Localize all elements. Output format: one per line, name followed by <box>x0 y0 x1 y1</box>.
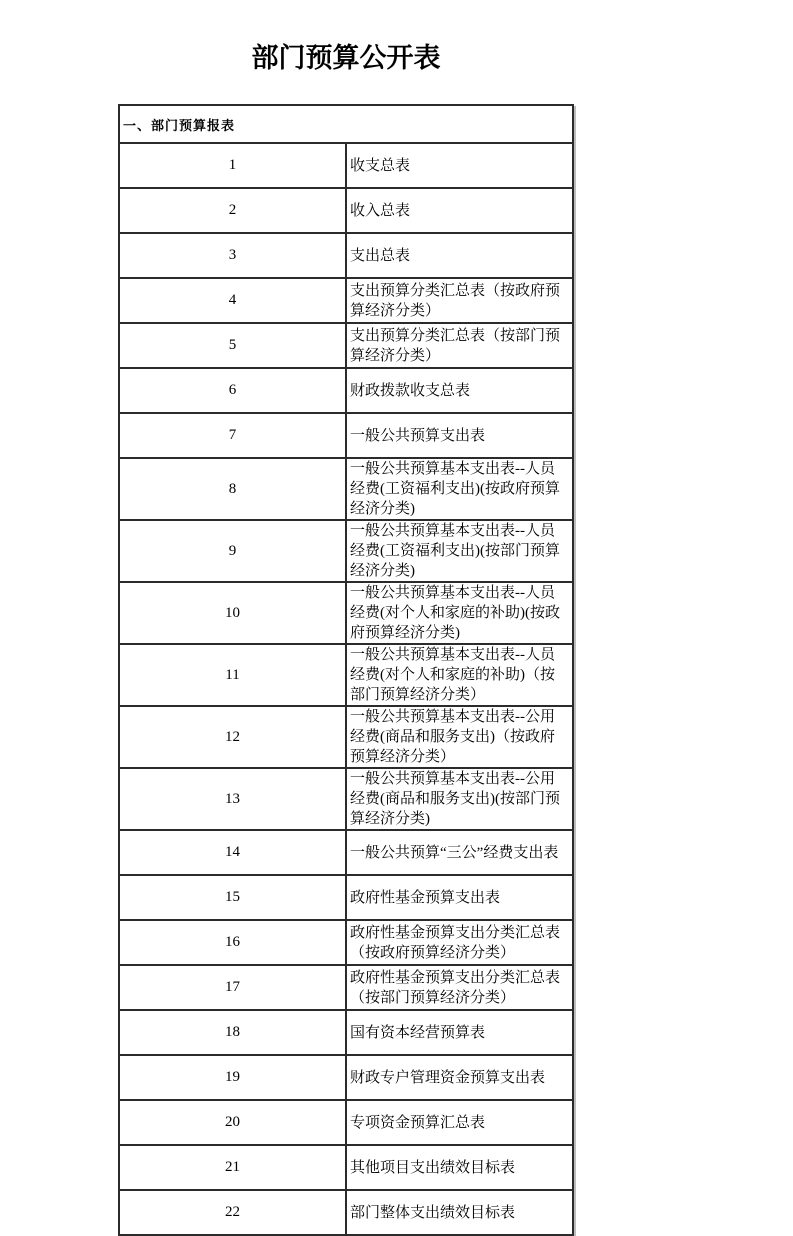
budget-table <box>118 104 574 1236</box>
table-row <box>119 233 573 278</box>
row-number: 15 <box>119 875 346 920</box>
row-number: 6 <box>119 368 346 413</box>
page-title: 部门预算公开表 <box>251 43 441 73</box>
table-row <box>119 188 573 233</box>
row-title: 政府性基金预算支出分类汇总表（按部门预算经济分类） <box>346 965 573 1010</box>
row-number: 22 <box>119 1190 346 1235</box>
row-number: 10 <box>119 582 346 644</box>
row-number: 2 <box>119 188 346 233</box>
row-number: 20 <box>119 1100 346 1145</box>
table-row <box>119 830 573 875</box>
row-title: 一般公共预算基本支出表--人员经费(对个人和家庭的补助)（按部门预算经济分类） <box>346 644 573 706</box>
table-row <box>119 458 573 520</box>
row-number: 9 <box>119 520 346 582</box>
row-title: 政府性基金预算支出表 <box>346 875 573 920</box>
row-title: 部门整体支出绩效目标表 <box>346 1190 573 1235</box>
row-number: 12 <box>119 706 346 768</box>
budget-table-body <box>119 105 573 1235</box>
row-title: 其他项目支出绩效目标表 <box>346 1145 573 1190</box>
table-row <box>119 368 573 413</box>
table-row <box>119 1145 573 1190</box>
table-row <box>119 644 573 706</box>
table-row <box>119 920 573 965</box>
row-number: 19 <box>119 1055 346 1100</box>
row-number: 11 <box>119 644 346 706</box>
table-row <box>119 143 573 188</box>
table-row <box>119 1010 573 1055</box>
row-number: 17 <box>119 965 346 1010</box>
row-number: 21 <box>119 1145 346 1190</box>
row-title: 一般公共预算基本支出表--人员经费(对个人和家庭的补助)(按政府预算经济分类) <box>346 582 573 644</box>
table-row <box>119 1100 573 1145</box>
row-number: 16 <box>119 920 346 965</box>
row-number: 3 <box>119 233 346 278</box>
row-number: 5 <box>119 323 346 368</box>
table-row <box>119 278 573 323</box>
table-row <box>119 965 573 1010</box>
row-title: 财政拨款收支总表 <box>346 368 573 413</box>
row-number: 13 <box>119 768 346 830</box>
table-row <box>119 875 573 920</box>
table-row <box>119 1190 573 1235</box>
table-row <box>119 1055 573 1100</box>
row-title: 一般公共预算支出表 <box>346 413 573 458</box>
row-title: 一般公共预算基本支出表--人员经费(工资福利支出)(按政府预算经济分类) <box>346 458 573 520</box>
row-title: 专项资金预算汇总表 <box>346 1100 573 1145</box>
table-row <box>119 413 573 458</box>
row-number: 4 <box>119 278 346 323</box>
table-row <box>119 323 573 368</box>
table-row <box>119 520 573 582</box>
row-title: 支出预算分类汇总表（按部门预算经济分类） <box>346 323 573 368</box>
row-title: 一般公共预算基本支出表--人员经费(工资福利支出)(按部门预算经济分类) <box>346 520 573 582</box>
row-title: 支出总表 <box>346 233 573 278</box>
row-title: 一般公共预算基本支出表--公用经费(商品和服务支出)（按政府预算经济分类） <box>346 706 573 768</box>
row-number: 7 <box>119 413 346 458</box>
row-number: 8 <box>119 458 346 520</box>
row-title: 政府性基金预算支出分类汇总表（按政府预算经济分类） <box>346 920 573 965</box>
row-number: 1 <box>119 143 346 188</box>
section-header-label: 一、部门预算报表 <box>119 105 573 143</box>
row-title: 一般公共预算基本支出表--公用经费(商品和服务支出)(按部门预算经济分类) <box>346 768 573 830</box>
row-title: 一般公共预算“三公”经费支出表 <box>346 830 573 875</box>
table-row <box>119 582 573 644</box>
table-row <box>119 768 573 830</box>
row-title: 国有资本经营预算表 <box>346 1010 573 1055</box>
row-title: 支出预算分类汇总表（按政府预算经济分类） <box>346 278 573 323</box>
row-number: 18 <box>119 1010 346 1055</box>
section-header-row <box>119 105 573 143</box>
row-title: 收支总表 <box>346 143 573 188</box>
row-title: 收入总表 <box>346 188 573 233</box>
row-title: 财政专户管理资金预算支出表 <box>346 1055 573 1100</box>
table-row <box>119 706 573 768</box>
row-number: 14 <box>119 830 346 875</box>
